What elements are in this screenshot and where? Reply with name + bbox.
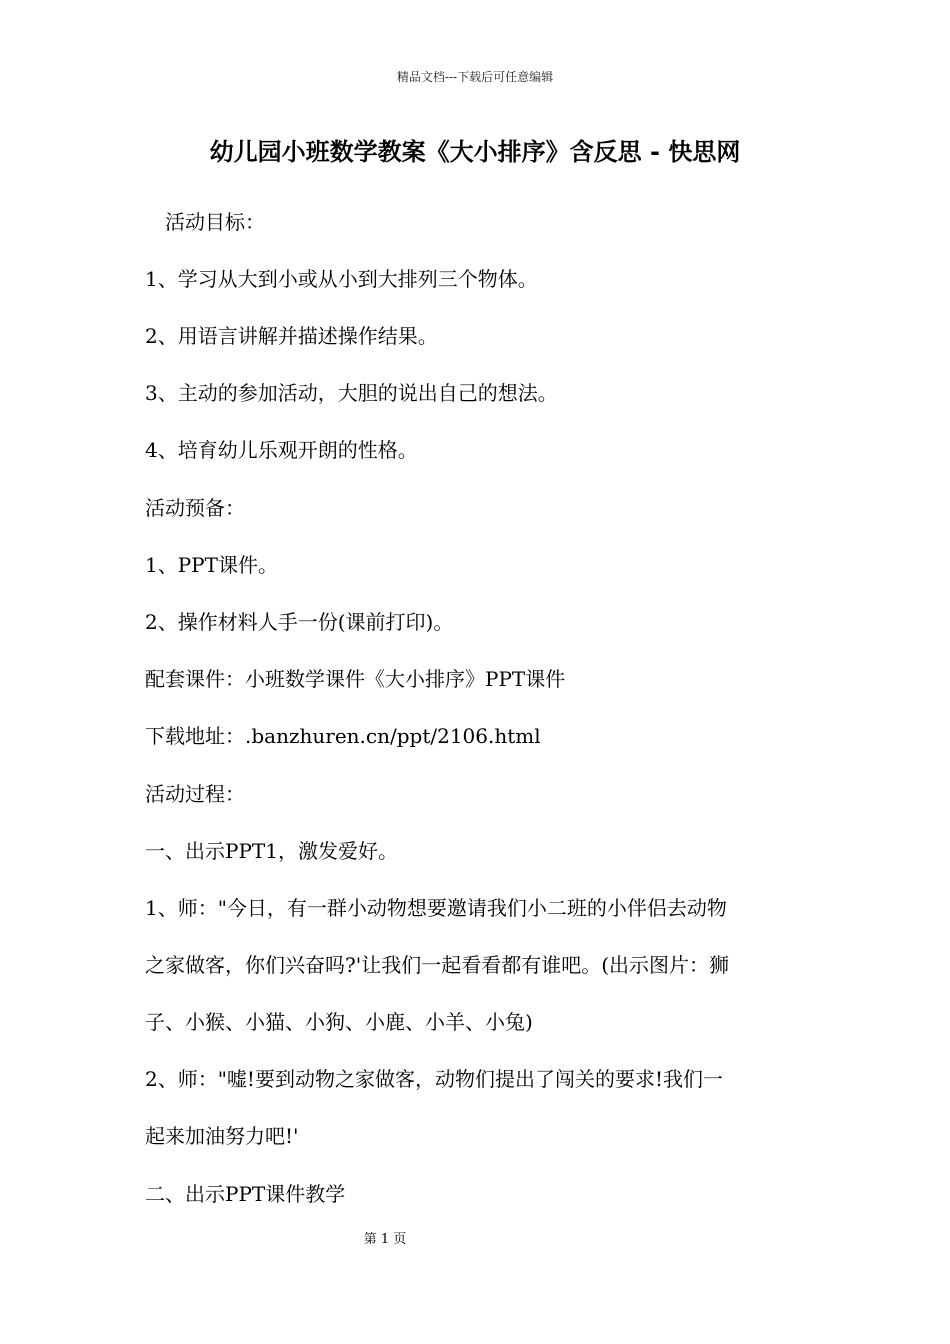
paragraph-line: 配套课件：小班数学课件《大小排序》PPT课件	[145, 667, 566, 691]
paragraph-line: 4、培育幼儿乐观开朗的性格。	[145, 438, 418, 462]
paragraph-line: 之家做客，你们兴奋吗?'让我们一起看看都有谁吧。(出示图片：狮	[145, 953, 730, 977]
header-note: 精品文档---下载后可任意编辑	[396, 70, 554, 84]
paragraph-line: 2、师："嘘!要到动物之家做客，动物们提出了闯关的要求!我们一	[145, 1067, 723, 1091]
paragraph-line: 2、用语言讲解并描述操作结果。	[145, 324, 438, 348]
paragraph-line: 起来加油努力吧!'	[145, 1124, 299, 1148]
paragraph-line: 活动预备：	[145, 496, 245, 520]
paragraph-line: 二、出示PPT课件教学	[145, 1182, 346, 1206]
paragraph-line: 1、学习从大到小或从小到大排列三个物体。	[145, 267, 538, 291]
page-number-footer: 第 1 页	[363, 1232, 407, 1247]
paragraph-line: 一、出示PPT1，激发爱好。	[145, 839, 398, 863]
paragraph-line: 子、小猴、小猫、小狗、小鹿、小羊、小兔)	[145, 1010, 533, 1034]
paragraph-line: 1、师："今日，有一群小动物想要邀请我们小二班的小伴侣去动物	[145, 896, 727, 920]
paragraph-line: 下载地址：.banzhuren.cn/ppt/2106.html	[145, 724, 541, 748]
document-title: 幼儿园小班数学教案《大小排序》含反思 - 快思网	[209, 138, 741, 166]
paragraph-line: 活动目标：	[145, 210, 265, 234]
paragraph-line: 2、操作材料人手一份(课前打印)。	[145, 610, 454, 634]
paragraph-line: 活动过程：	[145, 782, 245, 806]
paragraph-line: 3、主动的参加活动，大胆的说出自己的想法。	[145, 381, 558, 405]
paragraph-line: 1、PPT课件。	[145, 553, 278, 577]
